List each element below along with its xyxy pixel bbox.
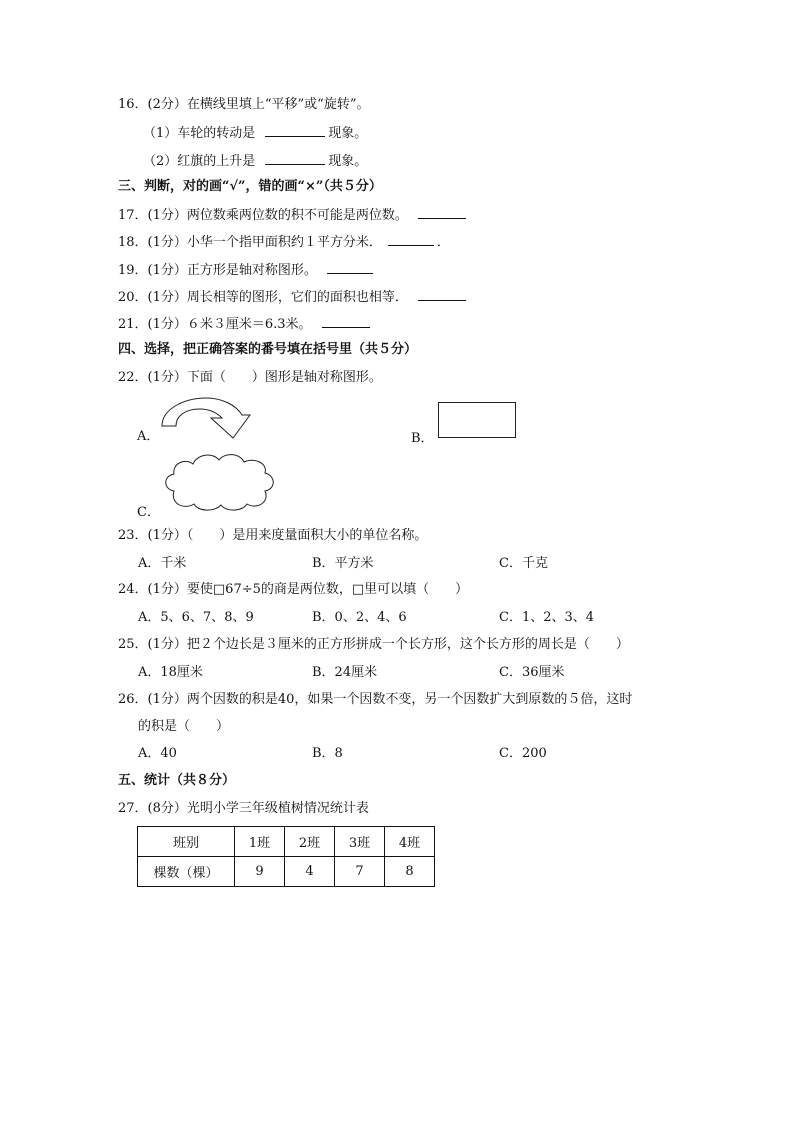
question-25-option-b[interactable]: B．24厘米 (312, 665, 378, 680)
question-16-sub1-text: （1）车轮的转动是 (143, 126, 256, 141)
answer-blank[interactable] (265, 123, 325, 137)
question-25-option-a[interactable]: A．18厘米 (138, 665, 203, 680)
question-24-stem: 24．(1分）要使□67÷5的商是两位数，□里可以填（ ） (118, 582, 469, 597)
section-3-heading: 三、判断，对的画“√”，错的画“×”（共５分） (118, 179, 382, 194)
question-25-stem: 25．(1分）把２个边长是３厘米的正方形拼成一个长方形，这个长方形的周长是（ ） (118, 637, 629, 652)
question-18 (118, 232, 450, 252)
question-19 (118, 260, 376, 280)
table-header-cell: 2班 (285, 827, 335, 857)
option-b-label: B． (411, 431, 434, 446)
table-header-cell: 4班 (385, 827, 435, 857)
question-16-stem: 16．(2分）在横线里填上“平移”或“旋转”。 (118, 97, 370, 112)
question-18-end: ． (436, 235, 450, 250)
table-header-row (138, 827, 435, 857)
curved-arrow-figure (158, 396, 258, 442)
section-5-heading: 五、统计（共８分） (118, 773, 236, 788)
table-cell: 8 (385, 857, 435, 887)
section-4-heading: 四、选择，把正确答案的番号填在括号里（共５分） (118, 342, 418, 357)
answer-blank[interactable] (327, 260, 373, 274)
question-16-sub2-suffix: 现象。 (328, 154, 368, 169)
question-24-option-c[interactable]: C．1、2、3、4 (499, 610, 595, 625)
question-26-option-a[interactable]: A．40 (138, 746, 177, 761)
question-20-text: 20．(1分）周长相等的图形，它们的面积也相等． (118, 290, 408, 305)
question-21-text: 21．(1分）６米３厘米＝6.3米。 (118, 317, 312, 332)
rectangle-figure (438, 402, 516, 438)
question-20 (118, 287, 469, 307)
answer-blank[interactable] (418, 287, 466, 301)
option-c-label: C． (137, 505, 160, 520)
answer-blank[interactable] (322, 314, 370, 328)
answer-blank[interactable] (265, 151, 325, 165)
question-24-option-a[interactable]: A．5、6、7、8、9 (138, 610, 254, 625)
table-header-cell: 3班 (335, 827, 385, 857)
question-26-stem-line2: 的积是（ ） (138, 719, 230, 734)
question-17-text: 17．(1分）两位数乘两位数的积不可能是两位数。 (118, 208, 408, 223)
question-16-sub2 (143, 151, 367, 171)
question-16-sub1-suffix: 现象。 (328, 126, 368, 141)
answer-blank[interactable] (388, 232, 434, 246)
table-header-cell: 班别 (138, 827, 235, 857)
table-cell: 7 (335, 857, 385, 887)
cloud-figure (160, 449, 280, 513)
question-26-option-b[interactable]: B．8 (312, 746, 343, 761)
question-24-option-b[interactable]: B．0、2、4、6 (312, 610, 407, 625)
question-26-stem-line1: 26．(1分）两个因数的积是40，如果一个因数不变，另一个因数扩大到原数的５倍，这时 (118, 692, 633, 707)
question-16-sub1 (143, 123, 367, 143)
question-17 (118, 205, 469, 225)
question-23-option-b[interactable]: B．平方米 (312, 556, 374, 571)
question-16-sub2-text: （2）红旗的上升是 (143, 154, 256, 169)
question-23-option-a[interactable]: A．千米 (138, 556, 187, 571)
question-26-option-c[interactable]: C．200 (499, 746, 547, 761)
question-25-option-c[interactable]: C．36厘米 (499, 665, 565, 680)
question-27-stem: 27．(8分）光明小学三年级植树情况统计表 (118, 801, 369, 816)
table-cell: 4 (285, 857, 335, 887)
answer-blank[interactable] (418, 205, 466, 219)
table-cell: 棵数（棵） (138, 857, 235, 887)
table-header-cell: 1班 (235, 827, 285, 857)
tree-planting-table (137, 826, 435, 887)
question-21 (118, 314, 373, 334)
question-23-stem: 23．(1分）（ ）是用来度量面积大小的单位名称。 (118, 528, 428, 543)
question-22-stem: 22．(1分）下面（ ）图形是轴对称图形。 (118, 370, 382, 385)
table-cell: 9 (235, 857, 285, 887)
question-18-text: 18．(1分）小华一个指甲面积约１平方分米． (118, 235, 382, 250)
table-row (138, 857, 435, 887)
question-19-text: 19．(1分）正方形是轴对称图形。 (118, 263, 317, 278)
option-a-label: A． (137, 429, 160, 444)
question-23-option-c[interactable]: C．千克 (499, 556, 548, 571)
